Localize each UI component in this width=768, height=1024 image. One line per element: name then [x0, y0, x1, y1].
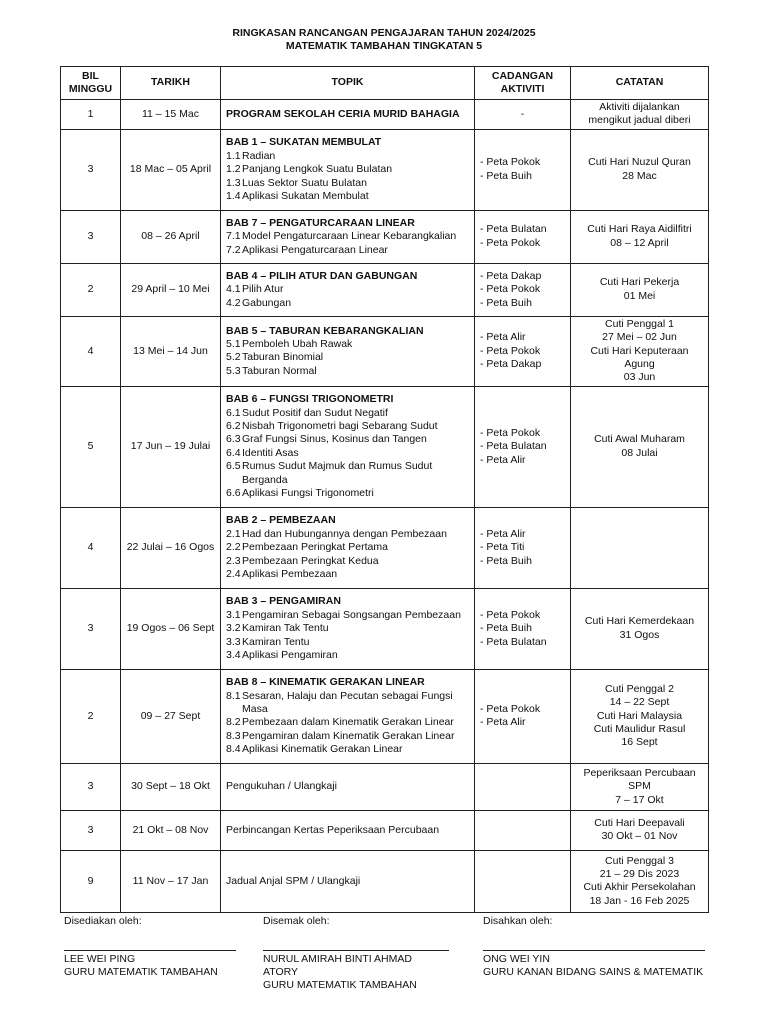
subtopic-item — [226, 716, 469, 729]
cell-aktiviti — [475, 316, 571, 386]
activity-item: - Peta Buih — [480, 554, 532, 567]
activity-item: - Peta Alir — [480, 527, 526, 540]
table-row — [61, 316, 709, 386]
signature-role: GURU MATEMATIK TAMBAHAN — [263, 979, 417, 991]
cell-catatan — [571, 129, 709, 210]
subtopic-number: 6.1 — [226, 406, 241, 419]
cell-topik — [221, 129, 475, 210]
note-line: Aktiviti dijalankan — [599, 101, 680, 113]
subtopic-title: Pembezaan Peringkat Kedua — [242, 554, 379, 567]
cell-tarikh: 09 – 27 Sept — [121, 669, 221, 763]
cell-tarikh: 29 April – 10 Mei — [121, 263, 221, 316]
subtopic-title: Had dan Hubungannya dengan Pembezaan — [242, 527, 447, 540]
table-row — [61, 507, 709, 588]
subtopic-number: 3.3 — [226, 635, 241, 648]
cell-tarikh: 19 Ogos – 06 Sept — [121, 588, 221, 669]
subtopic-number: 2.2 — [226, 541, 241, 554]
subtopic-title: Taburan Binomial — [242, 351, 324, 364]
subtopic-title: Panjang Lengkok Suatu Bulatan — [242, 163, 393, 176]
subtopic-number: 1.3 — [226, 176, 241, 189]
note-line: 31 Ogos — [619, 628, 660, 641]
subtopic-item — [226, 351, 469, 364]
cell-topik — [221, 316, 475, 386]
subtopic-number: 8.3 — [226, 729, 241, 742]
note-line: Cuti Hari Malaysia — [596, 709, 683, 722]
subtopic-item — [226, 433, 469, 446]
subtopic-item — [226, 163, 469, 176]
signature-role: GURU KANAN BIDANG SAINS & MATEMATIK — [483, 966, 704, 978]
subtopic-item — [226, 460, 469, 487]
activity-item: - Peta Dakap — [480, 358, 542, 371]
chapter-title: PROGRAM SEKOLAH CERIA MURID BAHAGIA — [226, 107, 460, 120]
topic-text: Perbincangan Kertas Peperiksaan Percubaan — [226, 823, 440, 836]
cell-topik — [221, 588, 475, 669]
cell-aktiviti — [475, 507, 571, 588]
table-header-row — [61, 67, 709, 100]
cell-bil: 3 — [61, 129, 121, 210]
note-line: Agung — [624, 358, 655, 371]
subtopic-title: Kamiran Tak Tentu — [242, 622, 329, 635]
note-line: 01 Mei — [623, 289, 656, 302]
subtopic-item — [226, 230, 469, 243]
table-row — [61, 263, 709, 316]
activity-item: - Peta Buih — [480, 296, 532, 309]
signature-block-prepared — [64, 915, 236, 979]
note-line: 7 – 17 Okt — [615, 793, 664, 806]
subtopic-title: Pilih Atur — [242, 283, 284, 296]
subtopic-title: Aplikasi Fungsi Trigonometri — [242, 487, 374, 500]
subtopic-number: 2.3 — [226, 554, 241, 567]
cell-tarikh: 11 Nov – 17 Jan — [121, 850, 221, 912]
subtopic-title: Sudut Positif dan Sudut Negatif — [242, 406, 388, 419]
subtopic-item — [226, 622, 469, 635]
cell-topik — [221, 100, 475, 130]
subtopic-number: 2.1 — [226, 527, 241, 540]
cell-topik — [221, 507, 475, 588]
cell-topik — [221, 810, 475, 850]
cell-topik — [221, 763, 475, 810]
note-line: 03 Jun — [623, 371, 656, 384]
subtopic-item — [226, 244, 469, 257]
note-line: 14 – 22 Sept — [609, 696, 670, 709]
cell-catatan — [571, 263, 709, 316]
signature-line — [483, 950, 705, 951]
cell-bil: 3 — [61, 588, 121, 669]
note-line: 18 Jan - 16 Feb 2025 — [589, 894, 690, 907]
note-line: Cuti Hari Kemerdekaan — [584, 615, 695, 628]
activity-item: - Peta Pokok — [480, 283, 541, 296]
note-line: 08 Julai — [621, 446, 658, 459]
cell-catatan — [571, 100, 709, 130]
document-subtitle: MATEMATIK TAMBAHAN TINGKATAN 5 — [285, 40, 483, 52]
subtopic-item — [226, 568, 469, 581]
subtopic-number: 3.1 — [226, 608, 241, 621]
cell-bil: 2 — [61, 263, 121, 316]
subtopic-title: Nisbah Trigonometri bagi Sebarang Sudut — [242, 420, 438, 433]
activity-item: - Peta Titi — [480, 541, 525, 554]
subtopic-item — [226, 420, 469, 433]
cell-aktiviti — [475, 588, 571, 669]
table-row — [61, 850, 709, 912]
signature-line — [64, 950, 236, 951]
activity-item: - Peta Alir — [480, 453, 526, 466]
cell-bil: 5 — [61, 386, 121, 507]
subtopic-number: 8.1 — [226, 689, 241, 702]
note-line: Cuti Maulidur Rasul — [593, 723, 686, 736]
note-line: Cuti Hari Nuzul Quran — [588, 156, 691, 169]
activity-item: - Peta Pokok — [480, 702, 541, 715]
note-line: 27 Mei – 02 Jun — [602, 331, 677, 344]
subtopic-item — [226, 487, 469, 500]
signature-label: Disahkan oleh: — [483, 915, 553, 927]
cell-aktiviti — [475, 210, 571, 263]
signature-line — [263, 950, 449, 951]
activity-item: - Peta Bulatan — [480, 635, 547, 648]
activity-item: - Peta Bulatan — [480, 223, 547, 236]
cell-bil: 2 — [61, 669, 121, 763]
table-row — [61, 386, 709, 507]
subtopic-title: Rumus Sudut Majmuk dan Rumus Sudut Berganda — [242, 460, 433, 486]
subtopic-number: 1.4 — [226, 189, 241, 202]
note-line: Cuti Penggal 2 — [605, 682, 674, 695]
subtopic-number: 4.2 — [226, 296, 241, 309]
topic-text: Pengukuhan / Ulangkaji — [226, 780, 337, 793]
chapter-title: BAB 1 – SUKATAN MEMBULAT — [226, 136, 382, 149]
note-line: Cuti Hari Raya Aidilfitri — [587, 223, 692, 236]
activity-item: - Peta Dakap — [480, 269, 542, 282]
subtopic-number: 5.2 — [226, 351, 241, 364]
subtopic-title: Gabungan — [242, 296, 292, 309]
cell-topik — [221, 263, 475, 316]
subtopic-title: Taburan Normal — [242, 364, 317, 377]
subtopic-number: 1.1 — [226, 149, 241, 162]
chapter-title: BAB 5 – TABURAN KEBARANGKALIAN — [226, 324, 424, 337]
note-line: 30 Okt – 01 Nov — [601, 830, 678, 843]
subtopic-item — [226, 636, 469, 649]
header-topik: TOPIK — [221, 67, 475, 100]
subtopic-item — [226, 690, 469, 717]
chapter-title: BAB 8 – KINEMATIK GERAKAN LINEAR — [226, 676, 425, 689]
cell-catatan — [571, 386, 709, 507]
subtopic-number: 6.2 — [226, 420, 241, 433]
note-line: SPM — [628, 780, 651, 793]
cell-topik — [221, 850, 475, 912]
subtopic-title: Pengamiran dalam Kinematik Gerakan Linear — [242, 729, 455, 742]
subtopic-item — [226, 283, 469, 296]
subtopic-item — [226, 365, 469, 378]
signature-name: LEE WEI PING — [64, 953, 136, 965]
subtopic-number: 1.2 — [226, 163, 241, 176]
cell-tarikh: 08 – 26 April — [121, 210, 221, 263]
subtopic-number: 8.2 — [226, 716, 241, 729]
cell-catatan — [571, 210, 709, 263]
cell-aktiviti — [475, 669, 571, 763]
subtopic-title: Kamiran Tentu — [242, 635, 310, 648]
cell-aktiviti — [475, 810, 571, 850]
note-line: Cuti Hari Deepavali — [594, 816, 685, 829]
note-line: 28 Mac — [622, 169, 657, 182]
activity-item: - Peta Pokok — [480, 344, 541, 357]
table-row — [61, 129, 709, 210]
subtopic-number: 8.4 — [226, 743, 241, 756]
subtopic-item — [226, 528, 469, 541]
chapter-title: BAB 3 – PENGAMIRAN — [226, 595, 341, 608]
table-row — [61, 669, 709, 763]
signature-name: NURUL AMIRAH BINTI AHMAD ATORY — [263, 953, 412, 978]
subtopic-number: 5.1 — [226, 337, 241, 350]
subtopic-item — [226, 297, 469, 310]
subtopic-title: Pembezaan Peringkat Pertama — [242, 541, 388, 554]
chapter-title: BAB 6 – FUNGSI TRIGONOMETRI — [226, 393, 394, 406]
signature-label: Disemak oleh: — [263, 915, 330, 927]
signature-name: ONG WEI YIN — [483, 953, 550, 965]
table-row — [61, 100, 709, 130]
topic-text: Jadual Anjal SPM / Ulangkaji — [226, 874, 361, 887]
note-line: Cuti Penggal 3 — [605, 854, 674, 867]
header-catatan: CATATAN — [571, 67, 709, 100]
subtopic-title: Radian — [242, 149, 276, 162]
subtopic-number: 7.1 — [226, 230, 241, 243]
cell-tarikh: 21 Okt – 08 Nov — [121, 810, 221, 850]
subtopic-number: 2.4 — [226, 567, 241, 580]
cell-catatan — [571, 850, 709, 912]
cell-aktiviti — [475, 263, 571, 316]
subtopic-title: Aplikasi Pengaturcaraan Linear — [242, 243, 388, 256]
subtopic-title: Graf Fungsi Sinus, Kosinus dan Tangen — [242, 433, 427, 446]
note-line: 08 – 12 April — [610, 236, 669, 249]
subtopic-title: Sesaran, Halaju dan Pecutan sebagai Fungsi Masa — [242, 689, 453, 715]
header-aktiviti: CADANGAN AKTIVITI — [475, 67, 571, 100]
cell-tarikh: 18 Mac – 05 April — [121, 129, 221, 210]
note-line: Cuti Hari Pekerja — [599, 276, 680, 289]
cell-aktiviti — [475, 850, 571, 912]
subtopic-item — [226, 541, 469, 554]
activity-item: - Peta Pokok — [480, 236, 541, 249]
signature-label: Disediakan oleh: — [64, 915, 142, 927]
cell-aktiviti — [475, 386, 571, 507]
subtopic-title: Aplikasi Sukatan Membulat — [242, 189, 369, 202]
subtopic-title: Identiti Asas — [242, 446, 299, 459]
header-tarikh: TARIKH — [121, 67, 221, 100]
subtopic-number: 7.2 — [226, 243, 241, 256]
activity-item: - Peta Pokok — [480, 156, 541, 169]
subtopic-title: Pembezaan dalam Kinematik Gerakan Linear — [242, 716, 454, 729]
cell-topik — [221, 210, 475, 263]
cell-aktiviti — [475, 129, 571, 210]
cell-catatan — [571, 316, 709, 386]
lesson-plan-table — [60, 66, 709, 913]
activity-item: - Peta Pokok — [480, 608, 541, 621]
subtopic-number: 6.4 — [226, 446, 241, 459]
cell-tarikh: 30 Sept – 18 Okt — [121, 763, 221, 810]
note-line: Cuti Penggal 1 — [605, 317, 674, 330]
note-line: Cuti Hari Keputeraan — [590, 344, 689, 357]
subtopic-item — [226, 743, 469, 756]
signature-block-approved — [483, 915, 705, 979]
subtopic-title: Aplikasi Pembezaan — [242, 567, 338, 580]
chapter-title: BAB 2 – PEMBEZAAN — [226, 514, 336, 527]
subtopic-title: Aplikasi Kinematik Gerakan Linear — [242, 743, 403, 756]
subtopic-title: Aplikasi Pengamiran — [242, 648, 338, 661]
subtopic-item — [226, 177, 469, 190]
cell-bil: 9 — [61, 850, 121, 912]
cell-bil: 3 — [61, 763, 121, 810]
subtopic-item — [226, 649, 469, 662]
subtopic-item — [226, 407, 469, 420]
activity-item: - Peta Buih — [480, 169, 532, 182]
cell-bil: 3 — [61, 810, 121, 850]
cell-bil: 1 — [61, 100, 121, 130]
cell-bil: 4 — [61, 507, 121, 588]
document-title: RINGKASAN RANCANGAN PENGAJARAN TAHUN 2024/2025 — [232, 27, 536, 39]
subtopic-item — [226, 555, 469, 568]
table-row — [61, 810, 709, 850]
subtopic-number: 3.2 — [226, 622, 241, 635]
cell-bil: 3 — [61, 210, 121, 263]
subtopic-item — [226, 150, 469, 163]
subtopic-number: 6.5 — [226, 460, 241, 473]
subtopic-number: 3.4 — [226, 648, 241, 661]
cell-aktiviti — [475, 100, 571, 130]
table-row — [61, 210, 709, 263]
cell-tarikh: 17 Jun – 19 Julai — [121, 386, 221, 507]
signature-role: GURU MATEMATIK TAMBAHAN — [64, 966, 218, 978]
cell-aktiviti — [475, 763, 571, 810]
activity-item: - Peta Alir — [480, 716, 526, 729]
cell-tarikh: 22 Julai – 16 Ogos — [121, 507, 221, 588]
note-line: Cuti Akhir Persekolahan — [583, 881, 696, 894]
subtopic-item — [226, 609, 469, 622]
activity-item: - — [520, 107, 525, 120]
subtopic-item — [226, 730, 469, 743]
cell-catatan — [571, 588, 709, 669]
activity-item: - Peta Alir — [480, 331, 526, 344]
note-line: mengikut jadual diberi — [588, 114, 691, 127]
subtopic-title: Pemboleh Ubah Rawak — [242, 337, 353, 350]
activity-item: - Peta Buih — [480, 622, 532, 635]
subtopic-number: 6.6 — [226, 487, 241, 500]
cell-catatan — [571, 669, 709, 763]
subtopic-item — [226, 447, 469, 460]
subtopic-number: 4.1 — [226, 283, 241, 296]
table-row — [61, 763, 709, 810]
note-line: 21 – 29 Dis 2023 — [599, 867, 680, 880]
activity-item: - Peta Pokok — [480, 426, 541, 439]
chapter-title: BAB 7 – PENGATURCARAAN LINEAR — [226, 216, 415, 229]
cell-catatan — [571, 507, 709, 588]
subtopic-title: Luas Sektor Suatu Bulatan — [242, 176, 367, 189]
note-line: Cuti Awal Muharam — [594, 433, 685, 446]
header-bil: BIL MINGGU — [61, 67, 121, 100]
cell-topik — [221, 669, 475, 763]
subtopic-item — [226, 338, 469, 351]
note-line: Peperiksaan Percubaan — [583, 766, 696, 779]
note-line: 16 Sept — [621, 736, 658, 749]
table-body — [61, 100, 709, 913]
cell-tarikh: 13 Mei – 14 Jun — [121, 316, 221, 386]
subtopic-item — [226, 190, 469, 203]
chapter-title: BAB 4 – PILIH ATUR DAN GABUNGAN — [226, 269, 418, 282]
cell-tarikh: 11 – 15 Mac — [121, 100, 221, 130]
cell-topik — [221, 386, 475, 507]
activity-item: - Peta Bulatan — [480, 440, 547, 453]
subtopic-number: 5.3 — [226, 364, 241, 377]
signature-block-checked — [263, 915, 449, 992]
subtopic-number: 6.3 — [226, 433, 241, 446]
table-row — [61, 588, 709, 669]
cell-bil: 4 — [61, 316, 121, 386]
subtopic-title: Pengamiran Sebagai Songsangan Pembezaan — [242, 608, 461, 621]
cell-catatan — [571, 810, 709, 850]
cell-catatan — [571, 763, 709, 810]
subtopic-title: Model Pengaturcaraan Linear Kebarangkalian — [242, 230, 457, 243]
